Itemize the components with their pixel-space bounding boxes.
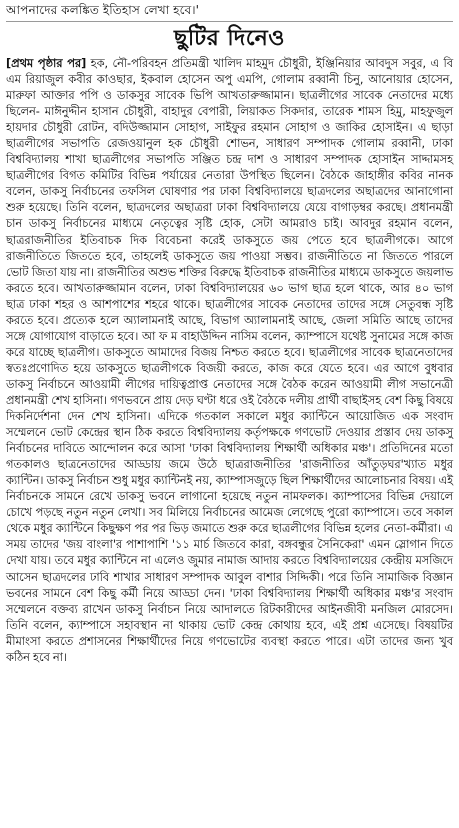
- continuation-tag: [প্রথম পৃষ্ঠার পর]: [6, 57, 87, 70]
- article-body: [6, 56, 453, 666]
- article-headline: ছুটির দিনেও: [174, 26, 285, 51]
- previous-article-last-line: আপনাদের কলঙ্কিত ইতিহাস লেখা হবে।': [6, 0, 453, 22]
- article-body-text: হক, নৌ-পরিবহন প্রতিমন্ত্রী খালিদ মাহমুদ চৌধুরী, ইঞ্জিনিয়ার আবদুস সবুর, এ বি এম রিয়াজুল কবীর কাওছার, ইকবাল হোসেন অপু এমপি, গোলাম রব্বানী চিনু, আনোয়ার হোসেন, মারুফা আক্তার পপি ও ডাকসুর সাবেক ভিপি আখতারুজ্জামান। ছাত্রলীগের সাবেক নেতাদের মধ্যে ছিলেন- মাঈনুদ্দীন হাসান চৌধুরী, বাহাদুর বেপারী, লিয়াকত সিকদার, তারেক শামস হিমু, মাহফুজুল হায়দার চৌধুরী রোটন, বদিউজ্জামান সোহাগ, সাইফুর রহমান সোহাগ ও জাকির হোসাইন। এ ছাড়া ছাত্রলীগের সভাপতি রেজওয়ানুল হক চৌধুরী শোভন, সাধারণ সম্পাদক গোলাম রব্বানী, ঢাকা বিশ্ববিদ্যালয় শাখা ছাত্রলীগের সভাপতি সঞ্জিত চন্দ্র দাশ ও সাধারণ সম্পাদক হোসাইন সাদ্দামসহ ছাত্রলীগের বিগত কমিটির বিভিন্ন পর্যায়ের নেতারা উপস্থিত ছিলেন। বৈঠকে জাহাঙ্গীর কবির নানক বলেন, ডাকসু নির্বাচনের তফসিল ঘোষণার পর ঢাকা বিশ্ববিদ্যালয়ে ছাত্রদলের অছাত্রদের আনাগোনা শুরু হয়েছে। তিনি বলেন, ছাত্রদলের অছাত্ররা ঢাকা বিশ্ববিদ্যালয়ে যেয়ে বাগাড়ম্বর করছে। প্রধানমন্ত্রী চান ডাকসু নির্বাচনের মাধ্যমে নেতৃত্বের সৃষ্টি হোক, সেটা আমরাও চাই। আবদুর রহমান বলেন, ছাত্ররাজনীতির ইতিবাচক দিক বিবেচনা করেই ডাকসুতে জয় পেতে হবে ছাত্রলীগকে। আগে রাজনীতিতে জিততে হবে, তাহলেই ডাকসুতে জয় পাওয়া সম্ভব। রাজনীতিতে না জিততে পারলে ভোট জিতা যায় না। রাজনীতির অশুভ শক্তির বিরুদ্ধে ইতিবাচক রাজনীতির মাধ্যমে ডাকসুতে জয়লাভ করতে হবে। আখতারুজ্জামান বলেন, ঢাকা বিশ্ববিদ্যালয়ের ৬০ ভাগ ছাত্র হলে থাকে, আর ৪০ ভাগ ছাত্র ঢাকা শহর ও আশপাশের শহরে থাকে। ছাত্রলীগের সাবেক নেতাদের তাদের সঙ্গে সেতুবন্ধ সৃষ্টি করতে হবে। প্রত্যেক হলে অ্যালামনাই আছে, বিভাগ অ্যালামনাই আছে, জেলা সমিতি আছে তাদের সঙ্গে যোগাযোগ বাড়াতে হবে। আ ফ ম বাহাউদ্দিন নাসিম বলেন, ক্যাম্পাসে যথেষ্ট সুনামের সঙ্গে কাজ করে যাচ্ছে ছাত্রলীগ। ডাকসুতে আমাদের বিজয় নিশ্চত করতে হবে। ছাত্রলীগের সাবেক ছাত্রনেতাদের স্বতঃপ্রণোদিত হয়ে ডাকসুতে ছাত্রলীগকে বিজয়ী করতে, কাজ করে যেতে হবে। এর আগে বুধবার ডাকসু নির্বাচনে আওয়ামী লীগের দায়িত্বপ্রাপ্ত নেতাদের সঙ্গে বৈঠক করেন আওয়ামী লীগ সভানেত্রী প্রধানমন্ত্রী শেখ হাসিনা। গণভবনে প্রায় দেড় ঘণ্টা ধরে ওই বৈঠকে দলীয় প্রার্থী বাছাইসহ বেশ কিছু বিষয়ে দিকনির্দেশনা দেন শেখ হাসিনা। এদিকে গতকাল সকালে মধুর ক্যান্টিনে আয়োজিত এক সংবাদ সম্মেলনে ভোট কেন্দ্রের স্থান ঠিক করতে বিশ্ববিদ্যালয় কর্তৃপক্ষকে গণভোট দেওয়ার প্রস্তাব দেয় ডাকসু নির্বাচনের দাবিতে আন্দোলন করে আসা 'ঢাকা বিশ্ববিদ্যালয় শিক্ষার্থী অধিকার মঞ্চ'। প্রতিদিনের মতো গতকালও ছাত্রনেতাদের আড্ডায় জমে উঠে ছাত্ররাজনীতির 'রাজনীতির আঁতুড়ঘর'খ্যাত মধুর ক্যান্টিন। ডাকসু নির্বাচন শুধু মধুর ক্যান্টিনই নয়, ক্যাম্পাসজুড়ে ছিল শিক্ষার্থীদের আলোচনার বিষয়। এই নির্বাচনকে সামনে রেখে ডাকসু ভবনে লাগানো হয়েছে নতুন নামফলক। ক্যাম্পাসের বিভিন্ন দেয়ালে চোখে পড়ছে নতুন নতুন লেখা। সব মিলিয়ে নির্বাচনের আমেজ লেগেছে পুরো ক্যাম্পাসে। তবে সকাল থেকে মধুর ক্যান্টিনে কিছুক্ষণ পর পর ভিড় জমাতে শুরু করে ছাত্রলীগের বিভিন্ন হলের নেতা-কর্মীরা। এ সময় তাদের 'জয় বাংলা'র পাশাপাশি '১১ মার্চ জিতবে কারা, বঙ্গবন্ধুর সৈনিকেরা' এমন স্লোগান দিতে দেখা যায়। তবে মধুর ক্যান্টিনে না এলেও জুমার নামাজ আদায় করতে বিশ্ববিদ্যালয়ের কেন্দ্রীয় মসজিদে আসেন ছাত্রদলের ঢাবি শাখার সাধারণ সম্পাদক আবুল বাশার সিদ্দিকী। পরে তিনি সামাজিক বিজ্ঞান ভবনের সামনে বেশ কিছু কর্মী নিয়ে আড্ডা দেন। 'ঢাকা বিশ্ববিদ্যালয় শিক্ষার্থী অধিকার মঞ্চ'র সংবাদ সম্মেলনে বক্তব্য রাখেন ডাকসু নির্বাচন নিয়ে আদালতে রিটকারীদের আইনজীবী মনজিল মোরসেদ। তিনি বলেন, ক্যাম্পাসে সহাবস্থান না থাকায় ভোট কেন্দ্র কোথায় হবে, এই প্রশ্ন এসেছে। বিষয়টির মীমাংসা করতে প্রশাসনের শিক্ষার্থীদের নিয়ে গণভোটের ব্যবস্থা করতে পারে। এটা তাদের জন্য খুব কঠিন হবে না।: [6, 57, 453, 664]
